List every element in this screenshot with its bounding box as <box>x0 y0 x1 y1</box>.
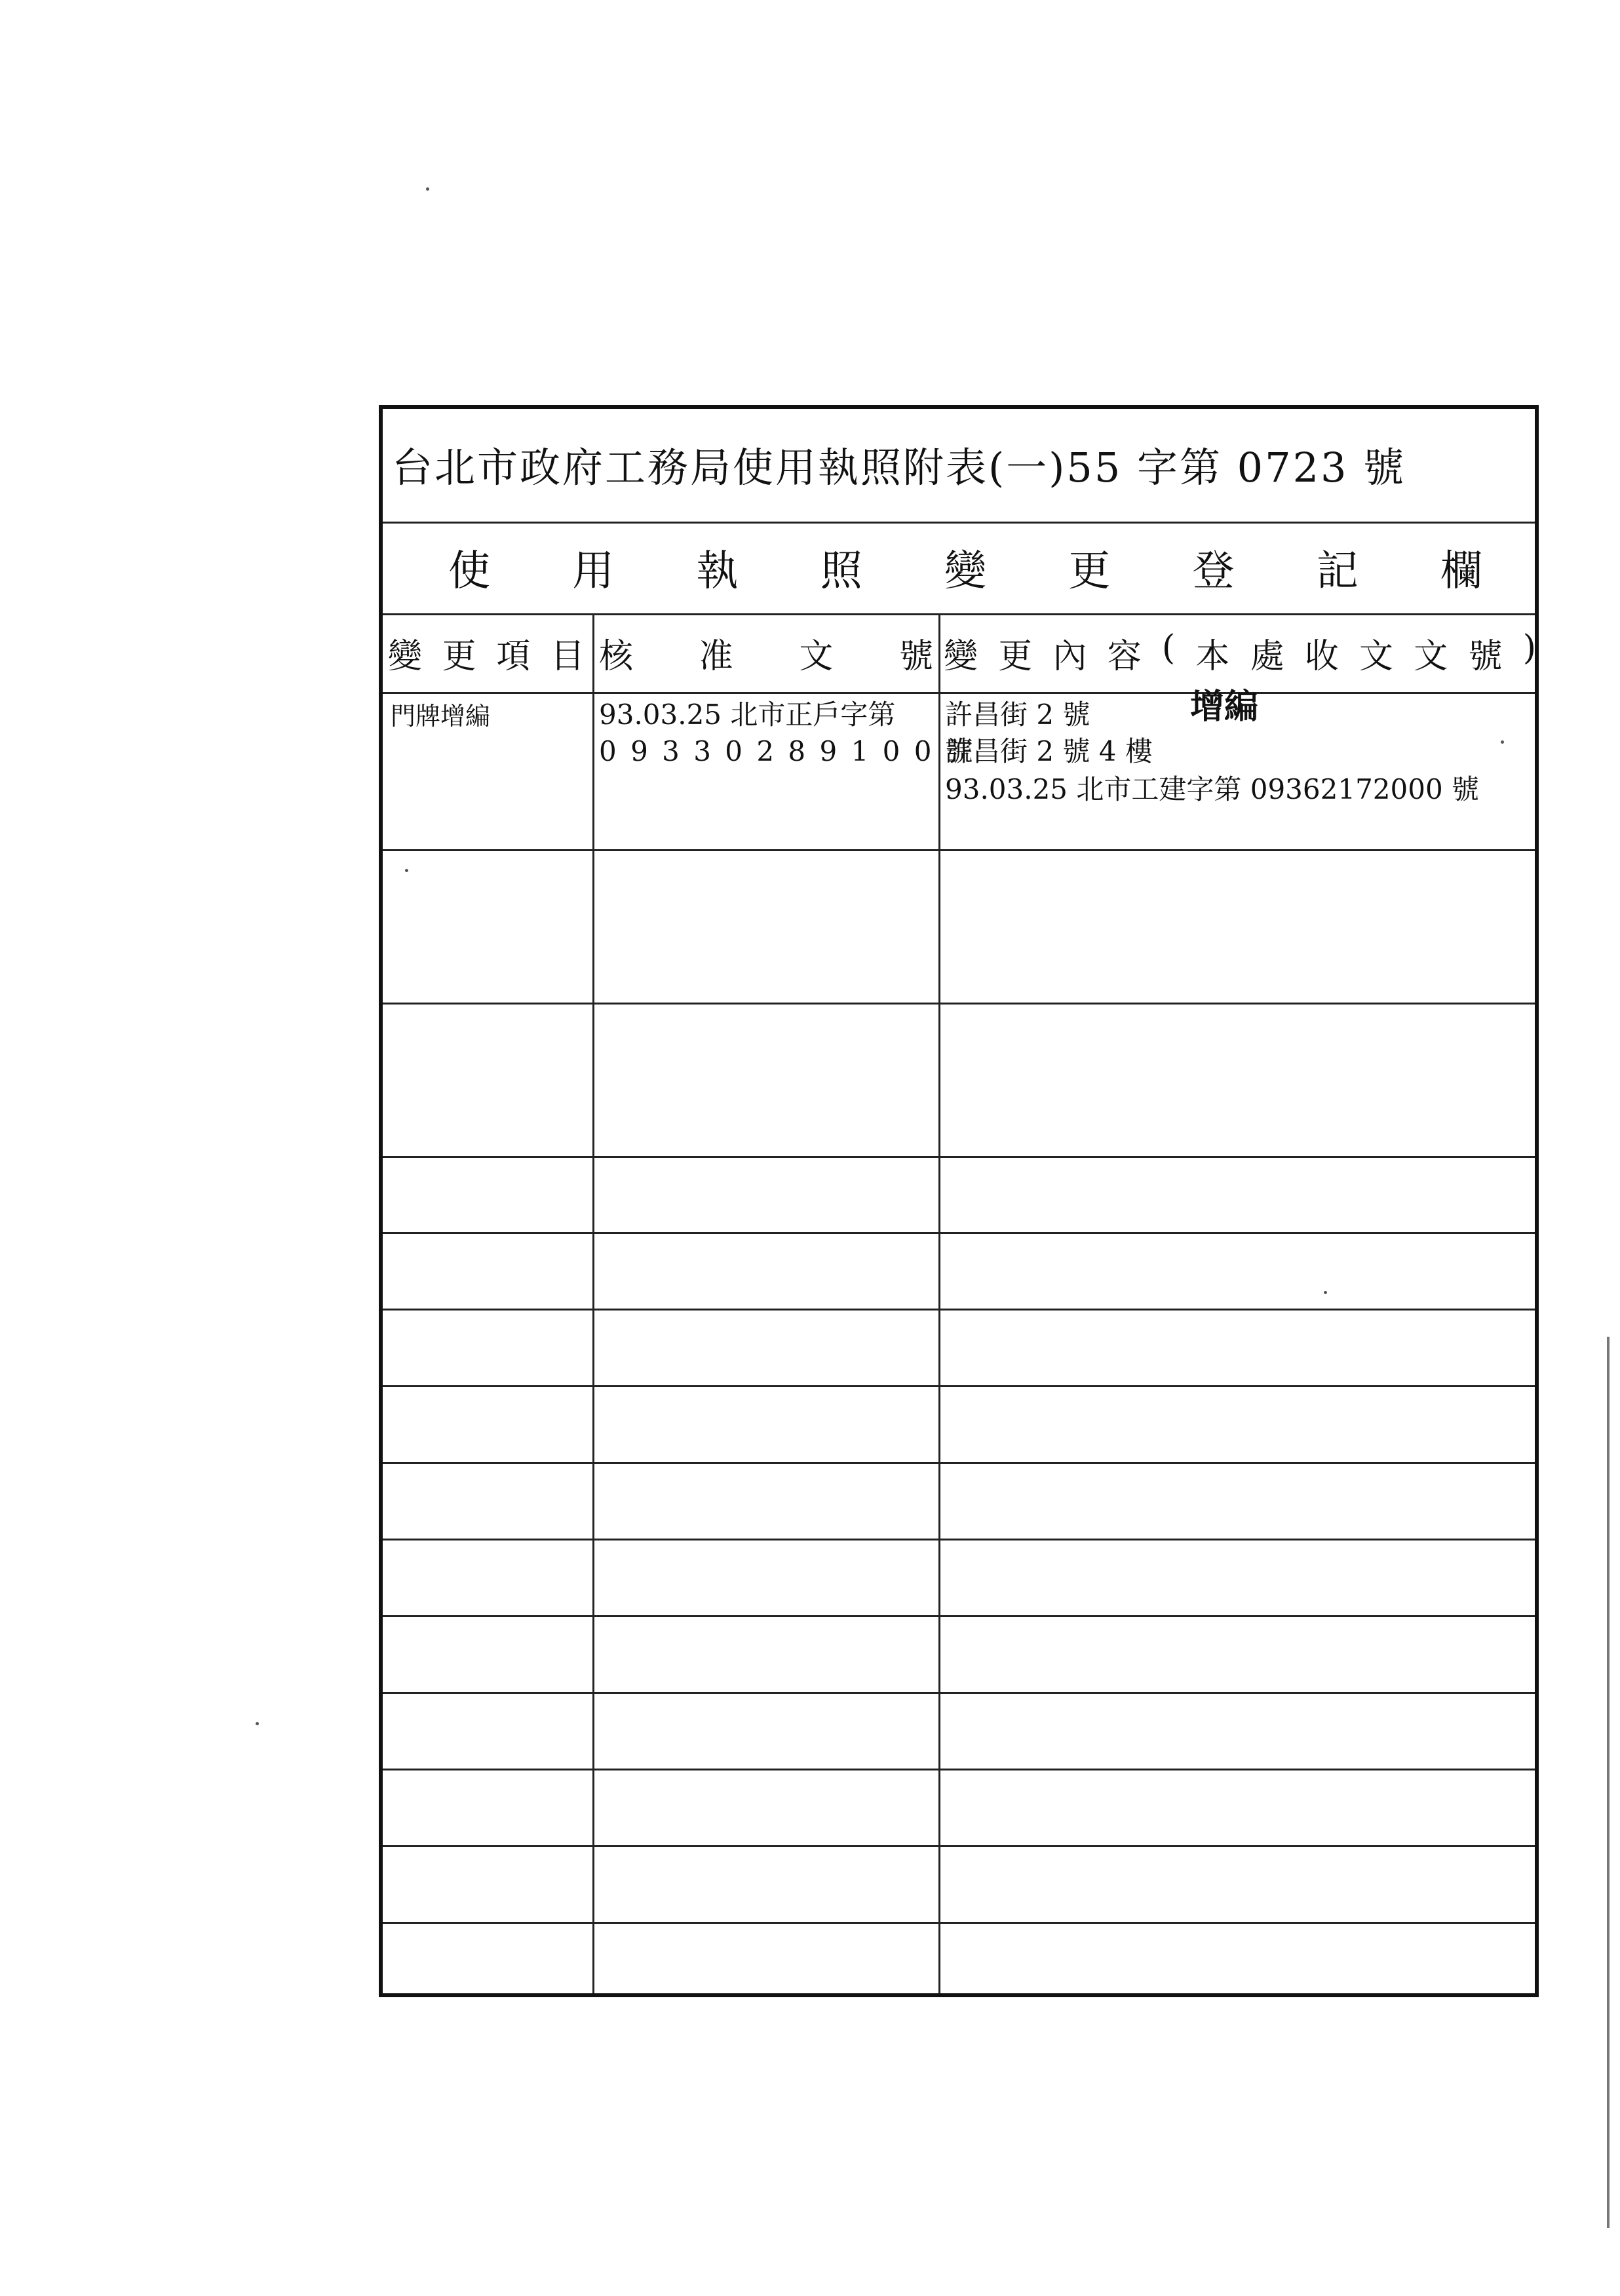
header-char: 處 <box>1250 636 1284 676</box>
entry-content-line2: 許昌街 2 號 4 樓 <box>945 735 1153 767</box>
header-char: 更 <box>442 636 476 676</box>
row-line <box>383 1309 1535 1311</box>
scan-speck <box>1324 1291 1327 1294</box>
scan-speck <box>256 1722 259 1725</box>
scan-edge-shadow <box>1607 1337 1610 2228</box>
header-char: 目 <box>550 636 585 676</box>
form-title: 台北市政府工務局使用執照附表(一)55 字第 0723 號 <box>392 444 1406 491</box>
entry-content-line3: 93.03.25 北市工建字第 09362172000 號 <box>945 773 1480 805</box>
banner-char: 執 <box>696 547 739 596</box>
entry-approval-line2: 0 9 3 3 0 2 8 9 1 0 0 號 <box>599 735 976 767</box>
header-char: 容 <box>1107 636 1142 676</box>
row-line <box>383 1385 1535 1387</box>
entry-item: 門牌增編 <box>391 702 491 731</box>
header-char: 更 <box>998 636 1033 676</box>
banner-char: 變 <box>944 547 986 596</box>
header-char: 文 <box>1414 636 1448 676</box>
banner-char: 照 <box>820 547 862 596</box>
banner-char: 登 <box>1192 547 1235 596</box>
banner-char: 欄 <box>1440 547 1482 596</box>
banner-char: 更 <box>1068 547 1111 596</box>
row-line <box>383 1845 1535 1847</box>
scan-speck <box>405 869 408 872</box>
header-char: 號 <box>1468 636 1503 676</box>
row-line <box>383 692 1535 694</box>
header-char: 本 <box>1195 636 1230 676</box>
header-char: 准 <box>699 636 733 676</box>
row-line <box>383 1769 1535 1770</box>
header-char: ) <box>1522 628 1536 668</box>
banner-char: 用 <box>572 547 615 596</box>
row-line <box>383 1615 1535 1617</box>
header-char: 變 <box>944 636 978 676</box>
banner-char: 使 <box>448 547 490 596</box>
row-line <box>383 1003 1535 1004</box>
column-divider <box>938 613 940 1993</box>
entry-content-handwritten-note: 增編 <box>1190 687 1259 727</box>
usage-license-change-form <box>379 405 1539 1997</box>
row-line <box>383 1156 1535 1158</box>
scan-speck <box>1501 740 1504 744</box>
section-banner <box>383 522 1535 613</box>
row-line <box>383 849 1535 851</box>
row-line <box>383 1922 1535 1924</box>
header-char: 文 <box>1359 636 1394 676</box>
row-line <box>383 1232 1535 1234</box>
banner-char: 記 <box>1316 547 1359 596</box>
column-header-approval <box>599 613 933 692</box>
header-char: ( <box>1161 628 1176 668</box>
column-header-item <box>388 613 585 692</box>
column-divider <box>592 613 594 1993</box>
header-char: 收 <box>1304 636 1339 676</box>
header-char: 內 <box>1052 636 1087 676</box>
header-char: 文 <box>799 636 834 676</box>
header-char: 項 <box>496 636 531 676</box>
header-char: 變 <box>388 636 423 676</box>
column-header-content <box>944 613 1536 692</box>
entry-content-line1: 許昌街 2 號 <box>945 698 1090 731</box>
scan-speck <box>426 187 429 191</box>
row-line <box>383 1692 1535 1694</box>
entry-approval-line1: 93.03.25 北市正戶字第 <box>599 698 896 731</box>
header-char: 號 <box>898 636 933 676</box>
row-line <box>383 1539 1535 1540</box>
row-line <box>383 1462 1535 1464</box>
header-char: 核 <box>599 636 634 676</box>
